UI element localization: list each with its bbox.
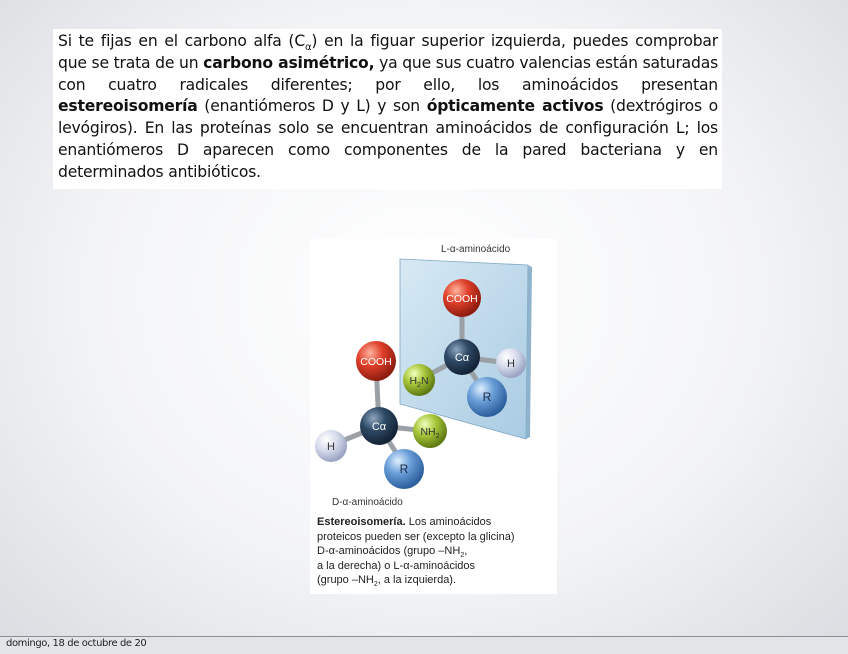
caption-title: Estereoisomería. [317, 516, 406, 528]
molecule-illustration [310, 239, 557, 519]
l-r-group-label: R [482, 390, 492, 404]
d-alpha-carbon-label: Cα [371, 421, 387, 433]
caption-line: Los aminoácidos [405, 516, 492, 528]
text-segment: Si te fijas en el carbono alfa (C [58, 32, 306, 50]
d-cooh-label: COOH [360, 356, 392, 368]
figure-caption [317, 515, 553, 588]
text-segment: (enantiómeros D y L) y son [197, 97, 427, 116]
caption-line: D-α-aminoácidos (grupo –NH [317, 545, 461, 557]
caption-subscript: 2 [373, 581, 378, 589]
footer-date: domingo, 18 de octubre de 20 [6, 638, 147, 649]
l-alpha-carbon-label: Cα [454, 352, 470, 364]
d-r-group-label: R [399, 462, 409, 476]
slide-footer [0, 636, 848, 654]
text-segment: ya que sus cuatro valencias están saturadas con cuatro radicales diferentes; por ello, los aminoácidos presentan [58, 53, 718, 94]
bold-term-stereoisomerism: estereoisomería [58, 97, 198, 116]
bold-term-asymmetric-carbon: carbono asimétrico, [203, 53, 375, 72]
caption-line: , a la izquierda). [377, 574, 457, 586]
text-segment: ) en la figuar superior izquierda, puedes comprobar que se trata de un [58, 32, 718, 72]
stereoisomer-figure [310, 239, 557, 594]
bold-term-optically-active: ópticamente activos [426, 97, 604, 116]
d-amino-group-label: $NH_2$ [420, 426, 440, 440]
d-amino-acid-label: D-α-aminoácido [332, 497, 403, 508]
text-segment: (dextrógiros o levógiros). En las proteínas solo se encuentran aminoácidos de configuración L; los enantiómeros D aparecen como componentes de la pared bacteriana y en determinados antibióticos. [58, 97, 718, 181]
caption-subscript: 2 [460, 552, 465, 560]
caption-line: proteicos pueden ser (excepto la glicina) [317, 530, 515, 543]
caption-line: (grupo –NH [317, 574, 374, 586]
caption-line: , [464, 545, 468, 557]
alpha-subscript: α [305, 42, 312, 54]
l-amino-group-label: $H_2N$ [409, 375, 429, 389]
l-amino-group-atom [403, 364, 435, 396]
caption-line: a la derecha) o L-α-aminoácidos [317, 559, 475, 572]
explanation-text-box [53, 29, 722, 189]
l-cooh-label: COOH [446, 293, 478, 305]
l-hydrogen-label: H [507, 358, 515, 370]
d-hydrogen-label: H [327, 441, 335, 453]
l-amino-acid-label: L-α-aminoácido [441, 244, 511, 255]
